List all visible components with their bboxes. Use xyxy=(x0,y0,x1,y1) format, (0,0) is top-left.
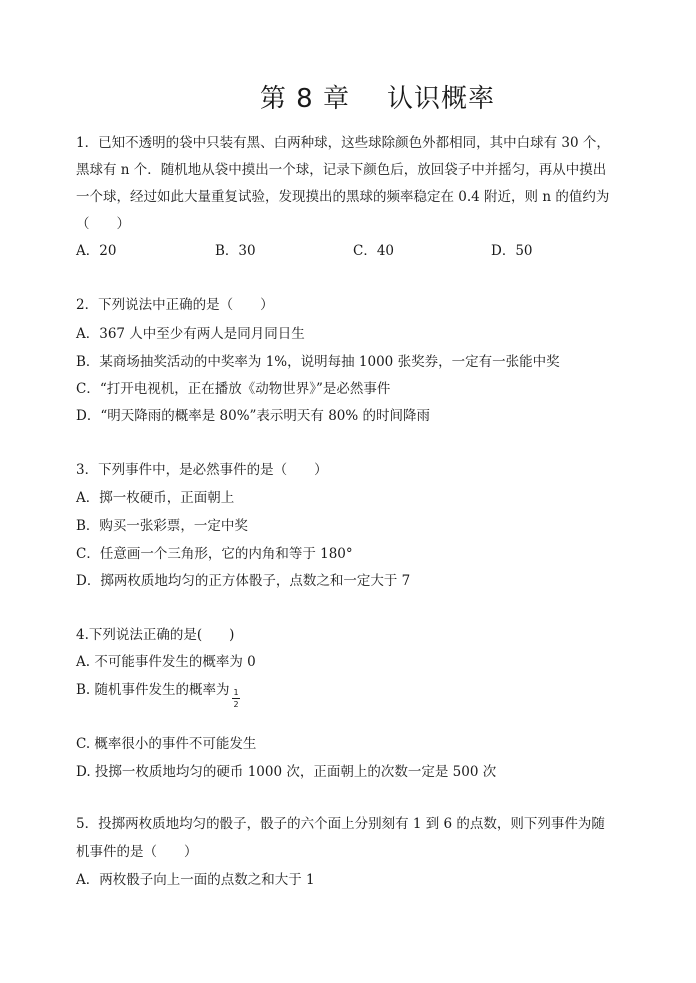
q2-option-d: D．“明天降雨的概率是 80%”表示明天有 80% 的时间降雨 xyxy=(76,408,431,424)
fraction-bar xyxy=(232,698,240,699)
q4-option-b: B. 随机事件发生的概率为 xyxy=(76,682,230,698)
q1-option-d: D．50 xyxy=(491,243,533,259)
q4-fraction-one-half xyxy=(231,688,241,709)
q1-option-a: A．20 xyxy=(76,243,117,259)
q4-stem: 4.下列说法正确的是( ) xyxy=(76,627,235,643)
q1-answer-blank: （ ） xyxy=(76,216,130,232)
q5-stem-line-2: 机事件的是（ ） xyxy=(76,844,198,860)
q1-option-b: B．30 xyxy=(215,243,256,259)
q5-option-a: A．两枚骰子向上一面的点数之和大于 1 xyxy=(76,872,315,888)
q1-stem-line-1: 1．已知不透明的袋中只装有黑、白两种球，这些球除颜色外都相同，其中白球有 30 个， xyxy=(76,135,610,151)
fraction-numerator: 1 xyxy=(233,688,239,697)
q3-option-a: A．掷一枚硬币，正面朝上 xyxy=(76,490,235,506)
fraction-denominator: 2 xyxy=(233,700,239,709)
q3-stem: 3．下列事件中，是必然事件的是（ ） xyxy=(76,462,328,478)
q1-option-c: C．40 xyxy=(353,243,395,259)
q4-option-c: C. 概率很小的事件不可能发生 xyxy=(76,736,257,752)
q1-stem-line-3: 一个球，经过如此大量重复试验，发现摸出的黑球的频率稳定在 0.4 附近，则 n 的值约为 xyxy=(76,189,610,205)
q2-option-b: B．某商场抽奖活动的中奖率为 1%，说明每抽 1000 张奖券，一定有一张能中奖 xyxy=(76,354,560,370)
q4-option-d: D. 投掷一枚质地均匀的硬币 1000 次，正面朝上的次数一定是 500 次 xyxy=(76,764,497,780)
q3-option-b: B．购买一张彩票，一定中奖 xyxy=(76,518,248,534)
q3-option-c: C．任意画一个三角形，它的内角和等于 180° xyxy=(76,546,353,562)
chapter-title: 第 8 章 认识概率 xyxy=(259,84,496,114)
q1-stem-line-2: 黑球有 n 个．随机地从袋中摸出一个球，记录下颜色后，放回袋子中并摇匀，再从中摸出 xyxy=(76,162,607,178)
q2-stem: 2．下列说法中正确的是（ ） xyxy=(76,297,274,313)
q2-option-c: C．“打开电视机，正在播放《动物世界》”是必然事件 xyxy=(76,381,391,397)
q5-stem-line-1: 5．投掷两枚质地均匀的骰子，骰子的六个面上分别刻有 1 到 6 的点数，则下列事件为随 xyxy=(76,816,605,832)
q3-option-d: D．掷两枚质地均匀的正方体骰子，点数之和一定大于 7 xyxy=(76,573,411,589)
q2-option-a: A．367 人中至少有两人是同月同日生 xyxy=(76,326,305,342)
q4-option-a: A. 不可能事件发生的概率为 0 xyxy=(76,654,256,670)
